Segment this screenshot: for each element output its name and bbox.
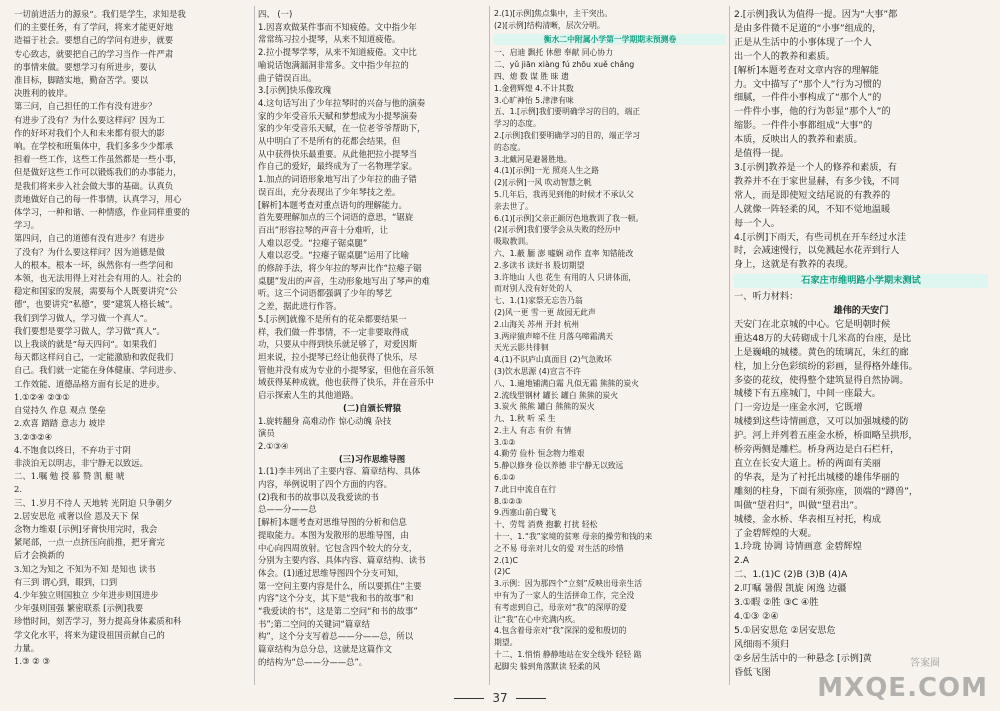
text-line: 工作效能、道德品格方面有长足的进步。 [14, 378, 165, 389]
text-line: 启示探索人生的其他道路。 [258, 390, 359, 401]
text-line: 6.(1)[示例]父亲正颜厉色地教训了我一顿。 [494, 213, 644, 223]
text-line: 7.此日中流自在行 [494, 484, 557, 494]
text-line: 起脚尖 躲到角落默读 轻柔的风 [494, 661, 601, 671]
text-line: 二、1.嘱 勉 授 慕 赞 凯 艇 唬 [14, 471, 125, 482]
text-line: 直立在长安大道上。桥的两面有美丽 [734, 458, 881, 469]
text-line: 重达48万的大砖砌成十几米高的台座，是比 [734, 332, 912, 344]
text-line: 之不易 母亲对儿女的爱 对生活的珍惜 [494, 543, 624, 553]
column-divider [729, 6, 730, 685]
text-line: 管他并没有成为专业的小提琴家，但他在音乐领 [258, 364, 434, 375]
text-line: 3.[示例]教养是一个人的修养和素质，有 [734, 161, 897, 173]
text-line: 4.少年独立则国独立 少年进步则国进步 [14, 589, 159, 600]
text-line: 一、启迪 飘托 休憩 奉献 同心协力 [494, 48, 614, 58]
text-line: 5.几年后，我再见到他的时候才不承认父 [494, 189, 634, 199]
text-line: 每一个人。 [734, 217, 780, 229]
text-line: 体学习，一种和谐、一种情感，作业同样重要的 [14, 207, 190, 218]
text-line: 三、1.岁月不待人 天地转 光阴迫 只争朝夕 [14, 497, 173, 508]
text-line: 城楼下有五座城门，中间一座最大。 [734, 388, 881, 400]
text-line: 学习。 [14, 220, 40, 231]
text-line: 坦来说，拉小提琴已经让他获得了快乐，尽 [258, 351, 418, 362]
text-line: 期望。 [494, 638, 518, 648]
text-line: 是值得一提。 [734, 148, 790, 160]
text-line: 构”，这个分支写着总——分——总，所以 [258, 631, 414, 642]
text-line: 4.①③ ②④ [734, 610, 779, 622]
text-line: 每天都这样问自己，一定能激励和敦促我们 [14, 352, 174, 363]
text-line: 五、1.[示例]我们要明确学习的目的，端正 [494, 107, 641, 117]
text-line: ②乡居生活中的一种悬念 [示例]黄 [734, 652, 872, 664]
text-line: 二、1.(1)C (2)B (3)B (4)A [734, 569, 848, 581]
text-line: 中心向四周放射。它包含四个较大的分支， [258, 542, 418, 553]
text-line: 十一、1.“我”家境的贫寒 母亲的操劳和钱的来 [494, 532, 653, 542]
text-line: 之差，据此进行作答。 [258, 301, 342, 312]
text-line: 珍惜时间，刻苦学习，努力提高身体素质和科 [14, 616, 182, 627]
text-line: 门一旁边是一座金水河，它既增 [734, 402, 863, 414]
text-line: 雄伟的天安门 [833, 305, 889, 317]
text-line: 2.拉小提琴学琴，从来不知道疲倦。文中比 [258, 47, 417, 58]
text-line: 2.[示例]我认为值得一提。因为“大事”都 [734, 9, 898, 20]
text-line: [解析]本题考查对重点语句的理解能力。 [258, 199, 407, 210]
text-line: 4.[示例]下雨天，有些司机在开车经过水洼 [734, 231, 907, 243]
watermark-logo: MXQE.COM [817, 673, 988, 703]
text-line: 二、yǔ jiān xiàng fú zhōu xuě chǎng [494, 60, 635, 70]
text-line: 3.①② [494, 437, 516, 447]
text-line: 城楼，金水桥、华表相互衬托，构成 [734, 513, 881, 525]
text-line: 首先要理解加点的三个词语的意思，“锯旋 [258, 212, 414, 223]
text-line: 的事情来做。要想学习有所进步，要认 [14, 61, 157, 72]
text-line: 亲去世了。 [494, 201, 533, 211]
text-line: 作自己的爱好，最终成为了一名物理学家。 [258, 161, 418, 172]
text-line: 1.旋转翻身 高难动作 惊心动魄 杂技 [258, 415, 392, 426]
text-line: 样，我们做一件事情，不一定非要取得成 [258, 326, 409, 337]
text-line: 体会。(1)通过思维导图四个分支可知， [258, 567, 404, 578]
text-line: 1.玲珑 协调 诗情画意 金碧辉煌 [734, 541, 862, 553]
text-line: 是由多件微不足道的“小事”组成的， [734, 22, 882, 34]
text-line: 演员 [258, 428, 275, 439]
text-line: 我们要想是要学习做人，学习做“真人”。 [14, 325, 165, 336]
column-divider [254, 6, 255, 685]
text-line: 护。河上并列着五座金水桥，桥面略呈拱形， [734, 430, 918, 442]
text-line: 1.①②④ ②③① [14, 391, 70, 402]
text-line: 人难以忍受。“拉瘪子锯桌腿” [258, 237, 368, 248]
text-line: (2)我和书的故事以及我爱读的书 [258, 491, 379, 502]
text-line: 念物力维艰 [示例]牙膏快用完时，我会 [14, 523, 158, 534]
text-line: 9.西塞山前白鹭飞 [494, 508, 557, 518]
text-line: 6.①② [494, 473, 516, 483]
text-line: (2)[示例]结构清晰，层次分明。 [494, 20, 605, 30]
text-line: 百出”形容拉琴的声音十分难听，让 [258, 224, 388, 235]
text-line: 1.金碧辉煌 4.不计其数 [494, 83, 574, 93]
text-line: 柱，加上分色彩缤纷的彩画，显得格外雄伟。 [734, 360, 918, 372]
text-line: 城楼到这些诗情画意，又可以加强城楼的防 [734, 416, 909, 428]
text-line: (2)C [494, 567, 511, 577]
text-line: 2. [14, 484, 22, 495]
text-line: 内容，举例说明了四个方面的内容。 [258, 479, 392, 490]
text-line: 4.(1)不识庐山真面目 (2)气急败坏 [494, 355, 612, 365]
text-line: 2.流线型钢材 罐长 罐白 熊熊的炭火 [494, 390, 619, 400]
text-line: 8.①②③ [494, 496, 523, 506]
text-line: 提取能力。本图为发散形的思维导图，由 [258, 529, 409, 540]
text-line: 四、熄 数 谋 胜 昧 遗 [494, 71, 569, 81]
text-line: 中有为了一家人的生活拼命工作，完全没 [494, 591, 635, 601]
text-line: 我们到学习做人，学习做一个真人”。 [14, 312, 153, 323]
text-line: 4.这句话写出了少年拉琴时的兴奋与他的演奏 [258, 97, 426, 108]
text-line: 一、听力材料： [734, 291, 799, 303]
text-line: 自己。我们就一定能在身体健康、学问进步、 [14, 365, 182, 376]
text-line: 们的主要任务，有了学问，将来才能更好地 [14, 22, 174, 33]
text-line: 第四问，自己的道德有没有进步？有进步 [14, 233, 165, 244]
text-line: 叫做“望君归”，叫做“望君出”。 [734, 499, 864, 511]
text-line: 4.(1)[示例]一光 照亮人生之路 [494, 166, 600, 176]
text-line: 后才会换新的 [14, 550, 65, 561]
text-line: 书”;第二空问的关键词“篇章结 [258, 618, 370, 629]
text-line: 5.静以修身 俭以养德 非宁静无以致远 [494, 461, 624, 471]
text-line: 七、1.(1)家祭无忘告乃翁 [494, 296, 583, 306]
text-line: 人的根本。根本一坏，纵然你有一些学问和 [14, 259, 174, 270]
text-line: 学习的态度。 [494, 119, 541, 129]
text-line: 3.心旷神怡 5.津津有味 [494, 95, 574, 105]
text-line: 的结构为“总——分——总”。 [258, 656, 368, 667]
column-4 [734, 8, 988, 680]
text-line: 2.多读书 读好书 股切期望 [494, 260, 585, 270]
text-line: (2)[示例]我们要学会从失败的经历中 [494, 225, 621, 235]
text-line: 1.③ ② ③ [14, 655, 50, 666]
text-line: 1.加点的词语形象地写出了少年拉的曲子错 [258, 174, 417, 185]
text-line: 3.[示例]快乐像玫瑰 [258, 85, 332, 96]
text-line: 天安门在北京城的中心。它是明朝时候 [734, 318, 891, 330]
text-line: 风细雨不须归 [734, 638, 790, 650]
text-line: 有进步了没有？为什么要这样问？因为工 [14, 114, 165, 125]
text-line: 决胜利的彼岸。 [14, 88, 73, 99]
text-line: 3.两岸猿声啼不住 月落乌啼霜满天 [494, 331, 614, 341]
text-line: 家的少年受音乐天赋，在一位老爷爷帮助下， [258, 123, 426, 134]
page-number-text: 37 [492, 691, 508, 705]
text-line: 功，只要从中得到快乐就足够了，对爱因斯 [258, 339, 418, 350]
text-line: 四、 (一) [258, 9, 293, 19]
text-line: 误百出，充分表现出了少年琴技之差。 [258, 186, 401, 197]
text-line: 从中获得快乐最重要。从此他把拉小提琴当 [258, 148, 418, 159]
text-line: 3.炭火 熊熊 罐白 熊熊的炭火 [494, 402, 595, 412]
text-line: 出一个人的教养和素质。 [734, 50, 836, 62]
text-line: 2.(1)C [494, 555, 518, 565]
text-line: 力。文中描写了“那个人”行为习惯的 [734, 78, 882, 90]
text-line: 3.①暇 ②胜 ③C ④胜 [734, 597, 819, 609]
column-1 [14, 8, 252, 668]
text-line: 2.A [734, 555, 750, 567]
text-line: 从中明白了不是所有的花都会结果，但 [258, 136, 401, 147]
text-line: 德”，也要讲究“私德”，要“建筑人格长城”。 [14, 299, 178, 310]
text-line: 2.①③④ [258, 440, 289, 451]
text-line: 多姿的花纹，使得整个建筑显得自然协调。 [734, 374, 909, 386]
text-line: 是我们将来步入社会做大事的基础。认真负 [14, 180, 174, 191]
text-line: 家的少年受音乐天赋和梦想成为小提琴演奏 [258, 110, 418, 121]
text-line: 域获得某种成就，他也获得了快乐，并在音乐中 [258, 377, 434, 388]
text-line: 雕刻的柱身，下面有须弥座，顶端的“蹲兽”， [734, 485, 919, 497]
text-line: 非淡泊无以明志，非宁静无以致远。 [14, 457, 148, 468]
watermark-sub: 答案圈 [910, 658, 940, 669]
text-line: 人难以忍受。“拉瘪子锯桌腿”运用了比喻 [258, 250, 410, 261]
text-line: 专心致志，就要把自己的学习当作一件严肃 [14, 48, 174, 59]
text-line: 天光云影共徘徊 [494, 343, 549, 353]
text-line: 六、1.蔽 腼 澎 嘘娴 动作 直率 知错能改 [494, 248, 634, 258]
text-line: [解析]本题考查对文章内容的理解能 [734, 64, 879, 76]
text-line: 篇章结构为总分总，这就是这篇作文 [258, 644, 392, 655]
text-line: 身上，这就是有教养的表现。 [734, 259, 854, 271]
text-line: 4.包含着母亲对“我”深深的爱和殷切的 [494, 626, 627, 636]
text-line: 十、劳驾 消费 抱歉 打扰 轻松 [494, 520, 598, 530]
text-line: 责地做好自己的每一件事情，认真学习，用心 [14, 193, 182, 204]
text-line: 而对别人没有好处的人 [494, 284, 572, 294]
text-line: 2.[示例]我们要明确学习的目的，端正学习 [494, 130, 641, 140]
text-line: 的修辞手法，将少年拉的琴声比作“拉瘪子锯 [258, 263, 422, 274]
text-line: 响。在学校和班集体中，我们多多少少都承 [14, 141, 174, 152]
text-line: 了金碧辉煌的大观。 [734, 527, 817, 539]
text-line: 作的好坏对我们个人和未来都有很大的影 [14, 127, 165, 138]
text-line: 以上我谈的就是“每天四问”。如果我们 [14, 339, 157, 350]
text-line: 分别为主要内容、具体内容、篇章结构、读书 [258, 555, 426, 566]
text-line: (二)自颁长臂猿 [343, 402, 401, 413]
text-line: 2.主人 有志 有价 有情 [494, 425, 572, 435]
text-line: 人就像一阵轻柔的风，不知不觉地温暖 [734, 203, 891, 215]
text-line: (三)习作思维导图 [338, 453, 406, 464]
text-line: 了没有？为什么要这样问？因为道德是做 [14, 246, 165, 257]
text-line: 1.(1)李丰列出了主要内容、篇章结构、具体 [258, 466, 421, 477]
text-line: “我爱读的书”，这是第二空问“和书的故事” [258, 606, 418, 617]
text-line: 2.山海关 苏州 开封 杭州 [494, 319, 580, 329]
text-line: (2)[示例]一风 吹动智慧之帆 [494, 178, 592, 188]
text-line: 5.[示例]就像不是所有的花朵都要结果一 [258, 313, 407, 324]
text-line: 缩影。一件件小事都组成“大事”的 [734, 120, 873, 132]
text-line: 总——分——总 [258, 504, 317, 515]
text-line: 准目标，脚踏实地，勤奋苦学。要以 [14, 75, 148, 86]
text-line: 十二、1.悄悄 静静地站在安全线外 轻轻 踮 [494, 650, 642, 660]
text-line: 常常练习拉小提琴，从来不知道疲倦。 [258, 34, 401, 45]
text-line: 内容”这个分支，其下是“我和书的故事”和 [258, 593, 414, 604]
column-2 [258, 8, 486, 669]
text-line: 细腻，一件件小事构成了“那个人”的 [734, 92, 882, 104]
text-line: 力量。 [14, 642, 40, 653]
text-line: 衡水二中附属小学第一学期期末预测卷 [494, 34, 726, 46]
text-line: 有三到 谓心到，眼到，口到 [14, 576, 118, 587]
text-line: 少年强则国强 繁密联系 [示例]我要 [14, 603, 144, 614]
text-line: 本领，也无法用得上对社会有用的人。社会的 [14, 273, 182, 284]
text-line: 紧尾部，一点一点挤压向前推，把牙膏完 [14, 537, 165, 548]
text-line: 2.叮嘱 暑假 凯旋 闲逸 边疆 [734, 583, 847, 595]
text-line: 常人，而是即使短文结尾说的有教养的 [734, 189, 891, 201]
text-line: 上是巍峨的城楼。黄色的琉璃瓦，朱红的廊 [734, 346, 909, 358]
text-line: 喻说话饱满漏洞非常多。文中指少年拉的 [258, 59, 409, 70]
column-divider [489, 6, 490, 685]
text-line: 一切前进活力的源泉”。我们是学生，求知是我 [14, 9, 186, 19]
text-line: 1.因喜欢做某件事而不知疲倦。文中指少年 [258, 21, 417, 32]
text-line: 正是从生活中的小事体现了一个人 [734, 36, 872, 48]
text-line: 有考虑到自己，母亲对“我”的深厚的爱 [494, 602, 627, 612]
text-line: 的态度。 [494, 142, 526, 152]
text-line: 昏低飞图 [734, 666, 771, 678]
text-line: 教养并不在于家世显赫，有多少钱，不同 [734, 175, 900, 187]
text-line: 学文化水平，将来为建设祖国贡献自己的 [14, 629, 165, 640]
text-line: 曲子错误百出。 [258, 72, 317, 83]
text-line: 一件件小事，他的行为彰显“那个人”的 [734, 106, 891, 118]
text-line: 3.②③②④ [14, 431, 53, 442]
text-line: [解析]本题考查对思维导图的分析和信息 [258, 517, 407, 528]
text-line: 担着一些工作，这些工作虽然都是一些小事， [14, 154, 182, 165]
text-line: 时，会减速慢行，以免溅起水花弄到行人 [734, 245, 900, 257]
text-line: 稳定和国家的发展，需要每个人既要讲究“公 [14, 286, 178, 297]
text-line: 3.许地山 人也 花生 有用的人 只讲体面， [494, 272, 637, 282]
text-line: 吸取教训。 [494, 237, 533, 247]
text-line: 2.居安思危 戒奢以俭 恩及天下 保 [14, 510, 139, 521]
text-line: 3.示例：因为那四个“立刻”反映出母亲生活 [494, 579, 643, 589]
text-line: 5.①居安思危 ②居安思危 [734, 624, 836, 636]
text-line: 2.欢喜 踏踏 意志力 坡岸 [14, 418, 106, 429]
text-line: 3.知之为知之 不知为不知 是知也 读书 [14, 563, 156, 574]
text-line: 九、1.秋 听 采 生 [494, 414, 556, 424]
text-line: 4.不饱食以终日，不弃功于寸阴 [14, 444, 131, 455]
text-line: 石家庄市维明路小学期末测试 [734, 274, 988, 288]
text-line: 2.(1)[示例]焦点集中，主干突出。 [494, 9, 613, 18]
column-3 [494, 8, 726, 673]
text-line: 造福于社会。要想自己的学问有进步，就要 [14, 35, 174, 46]
text-line: 本质，反映出人的教养和素质。 [734, 134, 863, 146]
text-line: 第三问，自己担任的工作有没有进步？ [14, 101, 157, 112]
text-line: 桥旁两侧是雕栏。桥身两边是白石栏杆， [734, 444, 900, 456]
text-line: 让“我”在心中充满内疚。 [494, 614, 581, 624]
text-line: 但是做好这些工作可以锻炼我们的办事能力， [14, 167, 182, 178]
text-line: 桌腿”发出的声音，生动形象地写出了琴声的难 [258, 275, 430, 286]
text-line: 听。这三个词语都强调了少年的琴艺 [258, 288, 392, 299]
text-line: (2)风一更 雪一更 故园无此声 [494, 307, 596, 317]
text-line: 4.勤劳 俭朴 恒念物力维艰 [494, 449, 585, 459]
text-line: 八、1.遍地铺满白霜 凡似无霜 熊熊的炭火 [494, 378, 639, 388]
text-line: (3)饮水思源 (4)宣言不许 [494, 366, 581, 376]
text-line: 自觉持久 作息 观点 堡垒 [14, 405, 106, 416]
text-line: 3.北戴河是避暑胜地。 [494, 154, 572, 164]
text-line: 的华表，是为了衬托出城楼的雄伟华丽的 [734, 471, 900, 483]
text-line: 第一空问主要内容是什么，所以要抓住“主要 [258, 580, 422, 591]
